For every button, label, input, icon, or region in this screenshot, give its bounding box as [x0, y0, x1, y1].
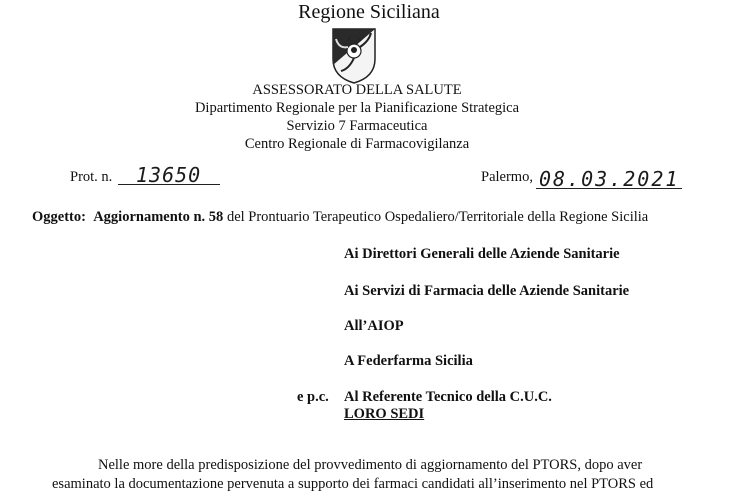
body-paragraph-line-2: esaminato la documentazione pervenuta a supporto dei farmaci candidati all’inserimento nel PTORS ed — [52, 476, 654, 492]
centro-heading: Centro Regionale di Farmacovigilanza — [244, 136, 470, 152]
loro-sedi: LORO SEDI — [344, 406, 425, 422]
body-paragraph-line-1: Nelle more della predisposizione del provvedimento di aggiornamento del PTORS, dopo aver — [98, 457, 643, 473]
dipartimento-heading: Dipartimento Regionale per la Pianificazione Strategica — [194, 100, 520, 116]
assessorato-heading: ASSESSORATO DELLA SALUTE — [252, 82, 462, 98]
recipient-farmacia: Ai Servizi di Farmacia delle Aziende Sanitarie — [344, 283, 630, 299]
servizio-heading: Servizio 7 Farmaceutica — [286, 118, 428, 134]
place-label: Palermo, — [481, 169, 533, 185]
subject-label: Oggetto: — [32, 209, 86, 225]
recipient-direttori: Ai Direttori Generali delle Aziende Sanitarie — [344, 246, 620, 262]
document-date: 08.03.2021 — [539, 167, 680, 191]
subject-line — [32, 209, 648, 226]
region-title: Regione Siciliana — [298, 1, 440, 23]
subject-rest: del Prontuario Terapeutico Ospedaliero/Territoriale della Regione Sicilia — [223, 209, 649, 225]
cc-label: e p.c. — [297, 389, 329, 405]
subject-bold: Aggiornamento n. 58 — [93, 209, 224, 225]
recipient-cuc: Al Referente Tecnico della C.U.C. — [344, 389, 552, 405]
trinacria-emblem-icon — [329, 25, 379, 85]
recipient-aiop: All’AIOP — [344, 318, 404, 334]
protocol-label: Prot. n. — [70, 169, 113, 185]
protocol-number: 13650 — [136, 163, 202, 187]
recipient-federfarma: A Federfarma Sicilia — [344, 353, 473, 369]
